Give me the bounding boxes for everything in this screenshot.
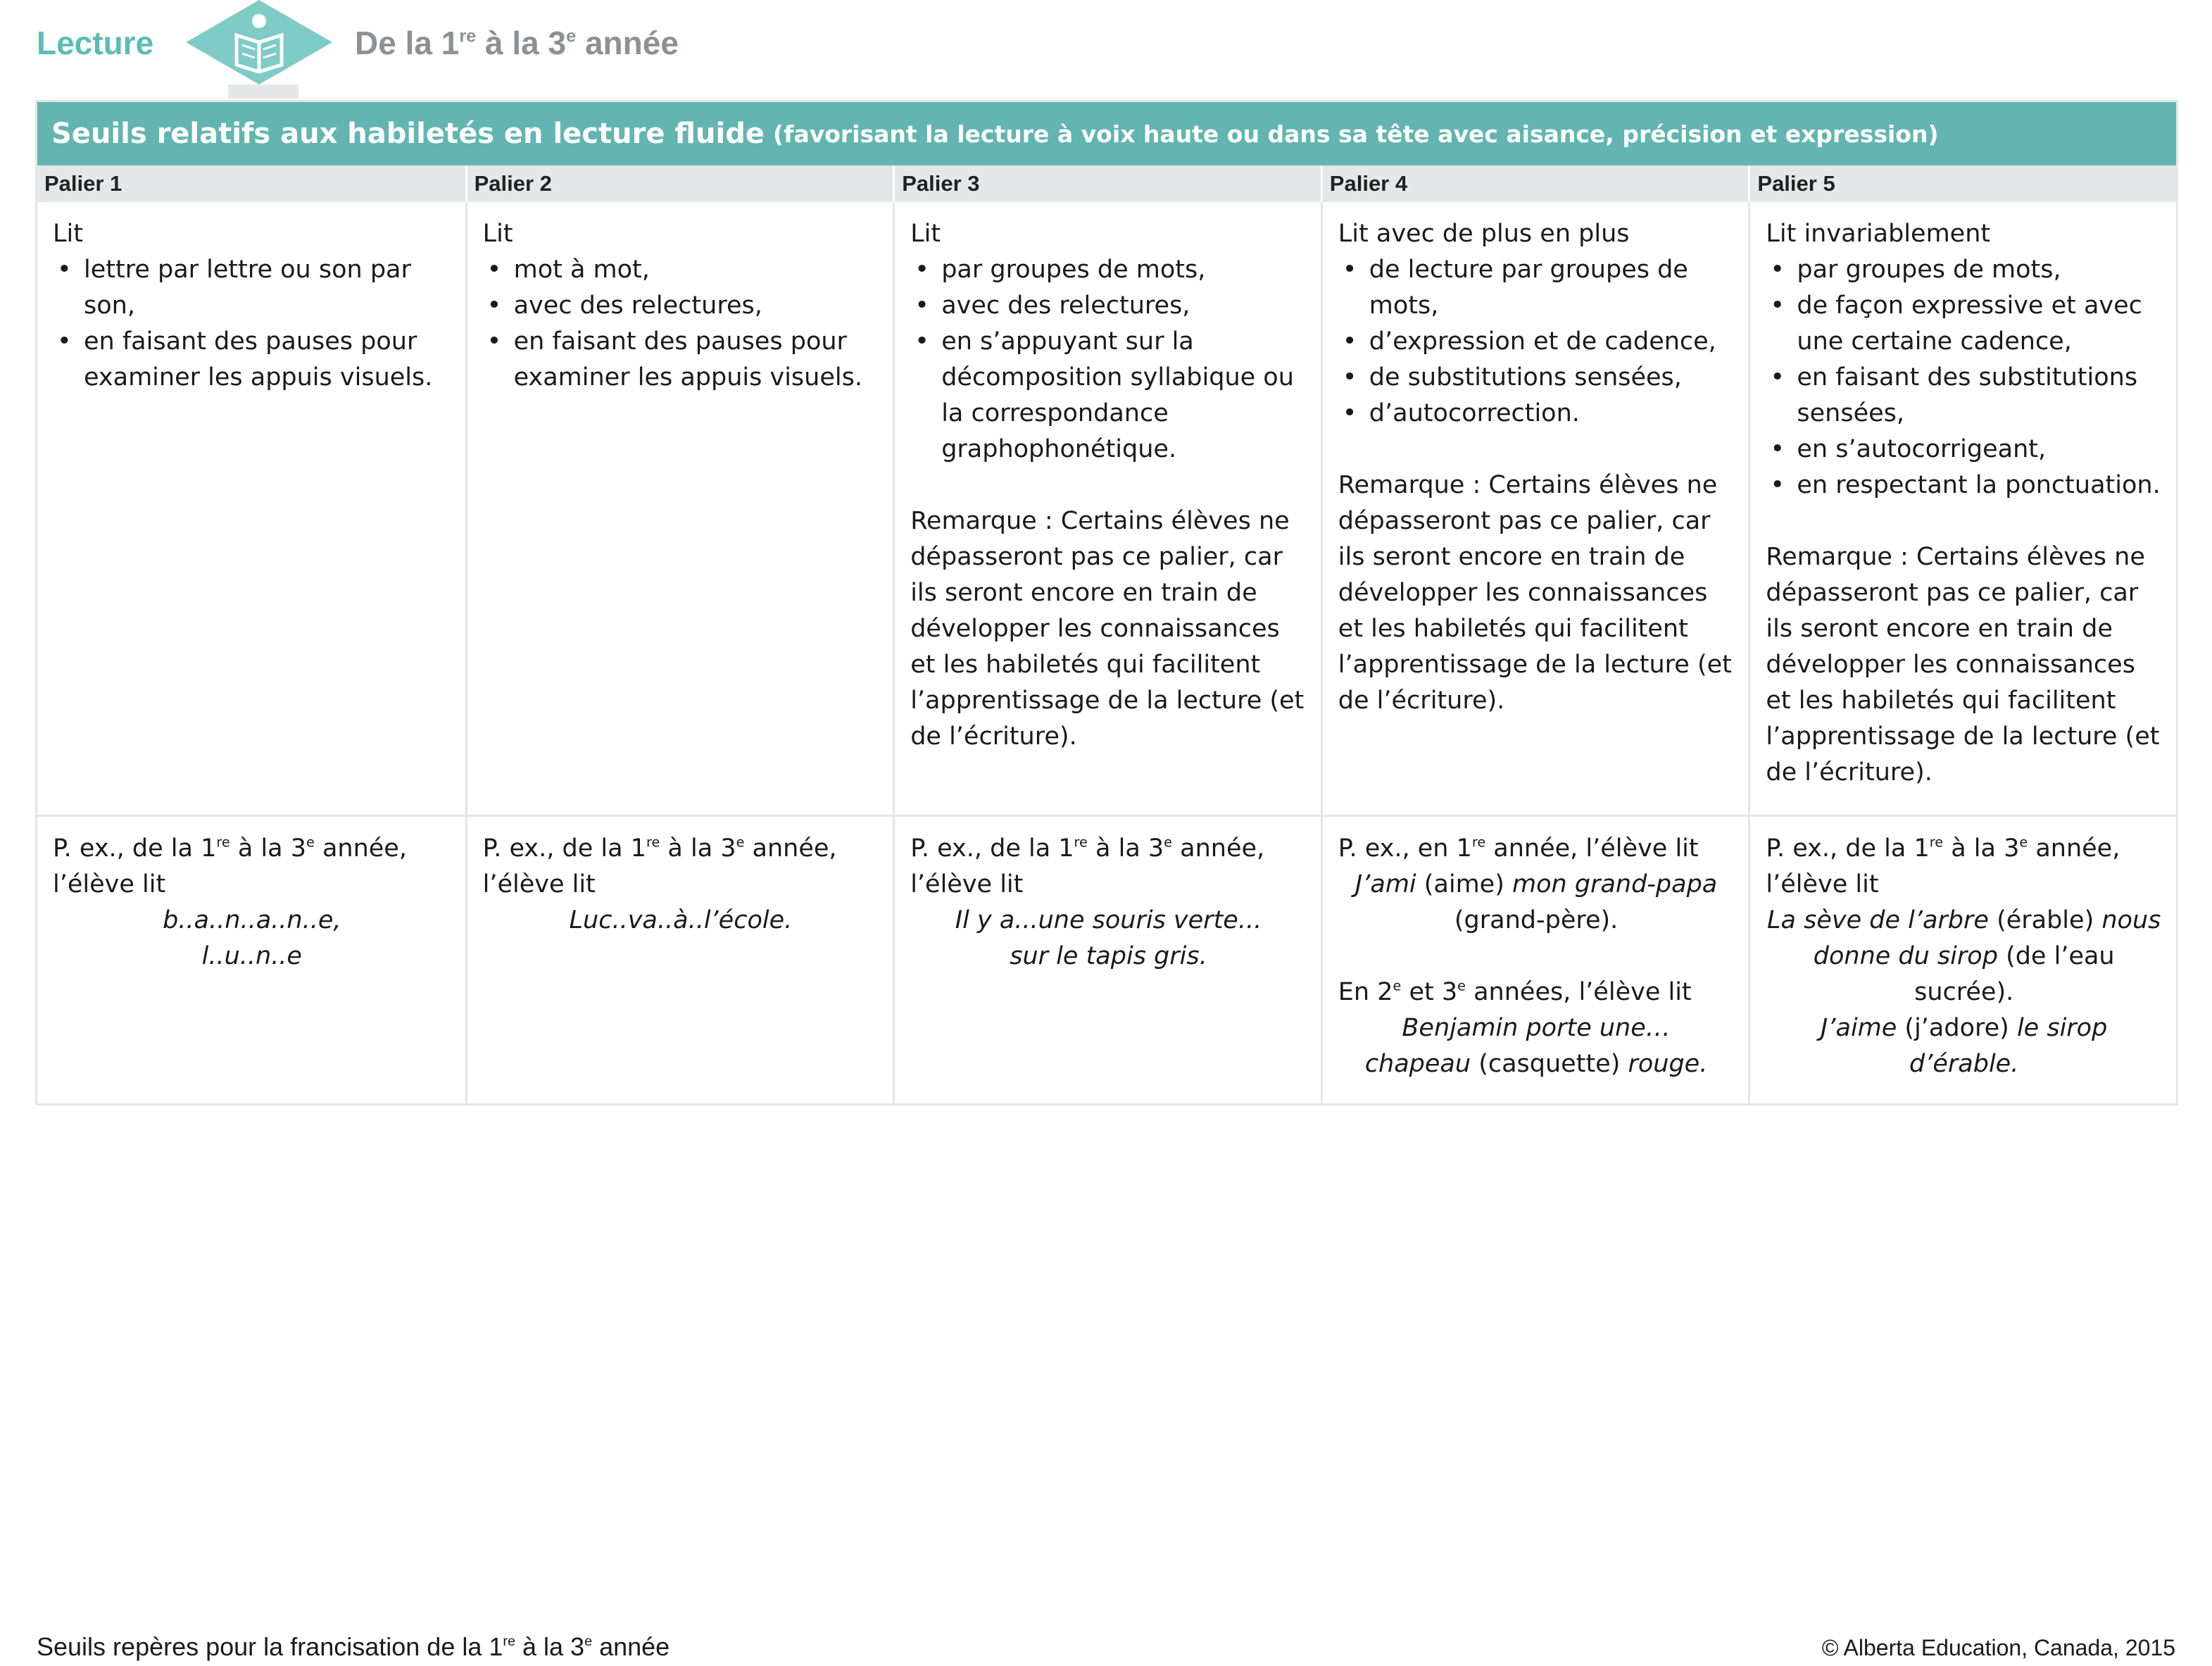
remark-note: Remarque : Certains élèves ne dépasseront pas ce palier, car ils seront encore en train de développer les connaissances et les habiletés qui facilitent l’apprentissage de la lecture (et de l’écriture). — [910, 507, 1305, 751]
list-item: • mot à mot, — [483, 252, 879, 288]
open-book-reader-icon — [186, 0, 341, 99]
description-cell-palier-2 — [465, 202, 893, 815]
bullet-list — [910, 252, 1307, 468]
example-reading: La sève de l’arbre (érable) nous — [1767, 906, 2161, 934]
example-cell-palier-3 — [893, 815, 1321, 1103]
example-cell-palier-1 — [37, 815, 465, 1103]
list-item: • avec des relectures, — [483, 288, 879, 324]
example-reading: b..a..n..a..n..e, — [163, 906, 341, 934]
list-item: • en respectant la ponctuation. — [1766, 468, 2162, 503]
footer-document-title: Seuils repères pour la francisation de la 1re à la 3e année — [37, 1632, 670, 1661]
list-item: • par groupes de mots, — [910, 252, 1307, 288]
list-item: • d’expression et de cadence, — [1338, 324, 1735, 360]
remark-note: Remarque : Certains élèves ne dépasseront pas ce palier, car ils seront encore en train de développer les connaissances et les habiletés qui facilitent l’apprentissage de la lecture (et de l’écriture). — [1338, 471, 1732, 715]
column-header-palier-3: Palier 3 — [893, 165, 1321, 202]
example-row — [37, 815, 2176, 1103]
list-item: • de substitutions sensées, — [1338, 360, 1735, 396]
footer-copyright: © Alberta Education, Canada, 2015 — [1821, 1635, 2175, 1660]
description-cell-palier-1 — [37, 202, 465, 815]
example-reading: J’aime (j’adore) le sirop d’érable. — [1821, 1014, 2108, 1078]
column-header-palier-2: Palier 2 — [465, 165, 893, 202]
description-row — [37, 202, 2176, 815]
cell-intro: Lit avec de plus en plus — [1338, 220, 1630, 248]
example-lead: P. ex., de la 1re à la 3e année, — [910, 834, 1265, 863]
example-reading: l..u..n..e — [201, 942, 302, 970]
example-lead-line2: l’élève lit — [1766, 870, 1879, 898]
example-lead-line2: l’élève lit — [482, 870, 596, 898]
example-lead: P. ex., de la 1re à la 3e année, — [1766, 834, 2120, 863]
example-cell-palier-5 — [1748, 815, 2176, 1103]
list-item: • en faisant des pauses pour examiner les appuis visuels. — [483, 324, 879, 396]
list-item: • avec des relectures, — [910, 288, 1307, 324]
description-cell-palier-5 — [1748, 202, 2176, 815]
bullet-list — [1338, 252, 1735, 432]
example-cell-palier-2 — [465, 815, 893, 1103]
column-header-palier-4: Palier 4 — [1321, 165, 1749, 202]
bullet-list — [1766, 252, 2162, 503]
table-title: Seuils relatifs aux habiletés en lecture fluide — [51, 118, 765, 150]
bullet-list — [53, 252, 451, 396]
example-reading: donne du sirop (de l’eau sucrée). — [1813, 942, 2115, 1006]
column-header-palier-1: Palier 1 — [37, 165, 465, 202]
example-lead-line2: l’élève lit — [53, 870, 166, 898]
list-item: • par groupes de mots, — [1766, 252, 2162, 288]
list-item: • d’autocorrection. — [1338, 396, 1735, 432]
table-subtitle: (favorisant la lecture à voix haute ou dans sa tête avec aisance, précision et expression) — [773, 120, 1939, 148]
example-lead-line2: l’élève lit — [910, 870, 1024, 898]
brand-label: Lecture — [37, 25, 154, 61]
example-reading: Benjamin porte une… — [1402, 1014, 1671, 1042]
list-item: • en faisant des pauses pour examiner les appuis visuels. — [53, 324, 451, 396]
example-cell-palier-4 — [1321, 815, 1749, 1103]
list-item: • de lecture par groupes de mots, — [1338, 252, 1735, 324]
example-reading: sur le tapis gris. — [1010, 942, 1207, 970]
cell-intro: Lit — [910, 220, 941, 248]
example-reading: (grand-père). — [1454, 906, 1619, 934]
list-item: • en faisant des substitutions sensées, — [1766, 360, 2162, 432]
example-reading: chapeau (casquette) rouge. — [1364, 1050, 1708, 1078]
list-item: • en s’autocorrigeant, — [1766, 432, 2162, 468]
example-lead: En 2e et 3e années, l’élève lit — [1338, 977, 1692, 1006]
bullet-list — [483, 252, 879, 396]
example-reading: Il y a...une souris verte... — [955, 906, 1262, 934]
cell-intro: Lit — [53, 220, 83, 248]
column-headers — [37, 165, 2176, 202]
example-reading: J’ami (aime) mon grand-papa — [1355, 870, 1718, 898]
example-lead: P. ex., de la 1re à la 3e année, — [53, 834, 407, 863]
list-item: • en s’appuyant sur la décomposition syllabique ou la correspondance graphophonétique. — [910, 324, 1307, 468]
description-cell-palier-3 — [893, 202, 1321, 815]
fluency-thresholds-table — [35, 100, 2178, 1106]
page-header — [37, 0, 2177, 99]
list-item: • de façon expressive et avec une certaine cadence, — [1766, 288, 2162, 360]
cell-intro: Lit — [482, 220, 513, 248]
description-cell-palier-4 — [1321, 202, 1749, 815]
example-lead: P. ex., de la 1re à la 3e année, — [482, 834, 837, 863]
example-reading: Luc..va..à..l’école. — [569, 906, 793, 934]
remark-note: Remarque : Certains élèves ne dépasseront pas ce palier, car ils seront encore en train de développer les connaissances et les habiletés qui facilitent l’apprentissage de la lecture (et de l’écriture). — [1766, 543, 2160, 787]
column-header-palier-5: Palier 5 — [1748, 165, 2176, 202]
grade-range-title: De la 1re à la 3e année — [355, 25, 679, 61]
example-lead: P. ex., en 1re année, l’élève lit — [1338, 834, 1699, 863]
list-item: • lettre par lettre ou son par son, — [53, 252, 451, 324]
table-title-banner — [37, 102, 2176, 165]
cell-intro: Lit invariablement — [1766, 220, 1991, 248]
